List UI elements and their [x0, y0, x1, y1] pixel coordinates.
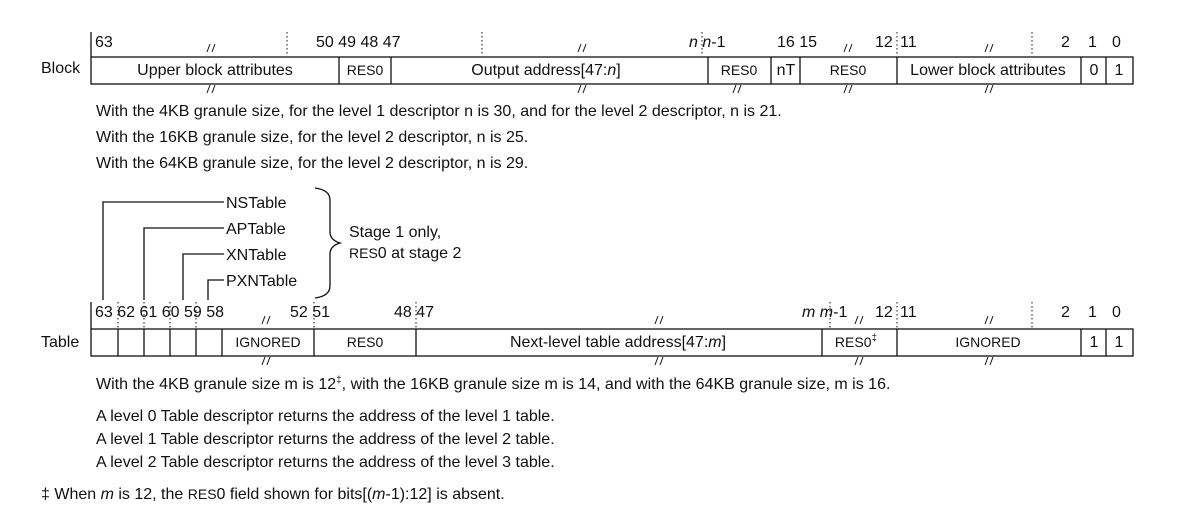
- block-field-res0-a: RES0: [346, 62, 384, 78]
- table-level0-note: A level 0 Table descriptor returns the address of the level 1 table.: [96, 408, 555, 425]
- table-field-bit0: 1: [1114, 334, 1124, 351]
- block-bit-0: 0: [1112, 34, 1121, 51]
- table-field-ignored-a: IGNORED: [235, 334, 301, 350]
- label-nstable: NSTable: [226, 195, 287, 212]
- block-descriptor: [41, 32, 1133, 172]
- table-bit-2: 2: [1061, 304, 1070, 321]
- block-bit-63: 63: [95, 34, 113, 51]
- block-field-output-address: Output address[47:n]: [471, 62, 621, 79]
- block-field-res0-b: RES0: [720, 62, 758, 78]
- block-bit-11: 11: [900, 34, 917, 51]
- block-bit-1: 1: [1088, 34, 1097, 51]
- table-level2-note: A level 2 Table descriptor returns the address of the level 3 table.: [96, 454, 555, 471]
- table-field-res0-a: RES0: [346, 334, 384, 350]
- block-note-16kb: With the 16KB granule size, for the level 2 descriptor, n is 25.: [96, 129, 529, 146]
- table-field-next-level-address: Next-level table address[47:m]: [509, 334, 727, 351]
- table-bit-11: 11: [900, 304, 917, 321]
- label-pxntable: PXNTable: [226, 273, 298, 290]
- table-bit-12: 12: [875, 304, 893, 321]
- table-field-bit1: 1: [1089, 334, 1099, 351]
- block-row-label: Block: [41, 60, 81, 77]
- block-field-bit0: 1: [1114, 62, 1124, 79]
- table-bit-0: 0: [1112, 304, 1121, 321]
- block-field-bit1: 0: [1089, 62, 1099, 79]
- block-note-4kb: With the 4KB granule size, for the level 1 descriptor n is 30, and for the level 2 descriptor, n is 21.: [96, 103, 782, 120]
- table-bit-1: 1: [1088, 304, 1097, 321]
- block-field-lower-attributes: Lower block attributes: [910, 62, 1066, 79]
- label-aptable: APTable: [226, 221, 286, 238]
- table-bit-52-51: 52 51: [290, 304, 331, 321]
- table-attribute-leaders: [103, 188, 462, 300]
- stage1-brace: [315, 188, 340, 298]
- block-bit-16-15: 16 15: [777, 34, 818, 51]
- block-bit-2: 2: [1061, 34, 1070, 51]
- stage1-only-label: Stage 1 only,: [349, 224, 442, 241]
- label-xntable: XNTable: [226, 247, 287, 264]
- block-field-upper-attributes: Upper block attributes: [137, 62, 293, 79]
- table-field-res0-b: RES0‡: [834, 333, 878, 350]
- block-field-res0-c: RES0: [829, 62, 867, 78]
- table-descriptor: [41, 302, 1133, 471]
- block-field-nt: nT: [776, 62, 796, 79]
- table-bit-63-58: 63 62 61 60 59 58: [95, 304, 225, 321]
- table-field-ignored-b: IGNORED: [955, 334, 1021, 350]
- footnote: ‡ When m is 12, the RES0 field shown for bits[(m-1):12] is absent.: [41, 486, 505, 503]
- block-note-64kb: With the 64KB granule size, for the level 2 descriptor, n is 29.: [96, 155, 529, 172]
- block-bit-12: 12: [875, 34, 893, 51]
- table-granule-note: With the 4KB granule size m is 12‡, with the 16KB granule size m is 14, and with the 64KB granule size, m is 16.: [96, 375, 891, 393]
- table-bit-48-47: 48 47: [394, 304, 435, 321]
- table-level1-note: A level 1 Table descriptor returns the address of the level 2 table.: [96, 431, 555, 448]
- block-bit-n: n n-1: [689, 34, 726, 51]
- stage2-res0-label: RES0 at stage 2: [349, 245, 462, 262]
- table-row-label: Table: [41, 334, 80, 351]
- table-bit-m: m m-1: [802, 304, 848, 321]
- block-bit-50-47: 50 49 48 47: [316, 34, 401, 51]
